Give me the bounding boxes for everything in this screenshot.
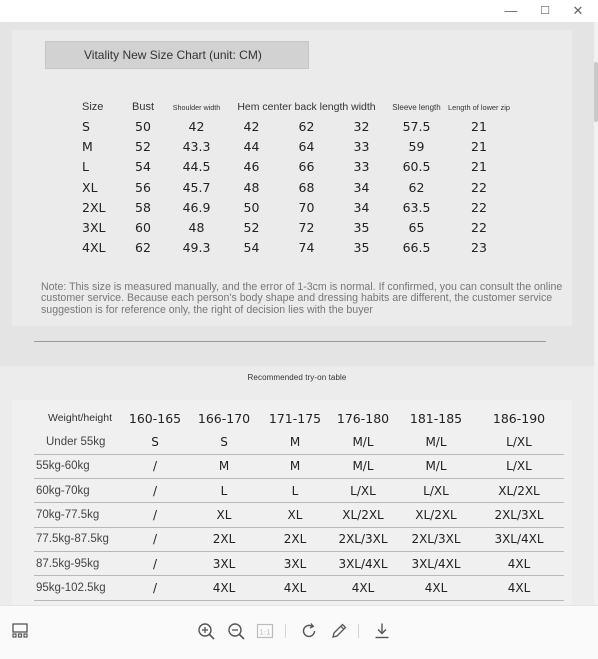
size-row bbox=[72, 238, 514, 258]
size-value: 34 bbox=[353, 179, 370, 195]
size-row bbox=[72, 116, 514, 136]
recommended-size: L bbox=[186, 479, 262, 503]
try-on-row bbox=[34, 503, 564, 527]
size-value: 46 bbox=[243, 159, 260, 175]
size-value: 66 bbox=[298, 159, 315, 175]
recommended-size: M/L bbox=[328, 430, 398, 454]
recommended-size: / bbox=[124, 454, 186, 478]
maximize-button[interactable]: ☐ bbox=[540, 5, 550, 17]
size-value: 58 bbox=[135, 199, 151, 215]
size-label: 3XL bbox=[82, 220, 106, 236]
size-row bbox=[72, 197, 514, 217]
size-value: 50 bbox=[243, 199, 260, 215]
recommended-size: 3XL/4XL bbox=[398, 551, 474, 575]
size-chart-header-row bbox=[72, 98, 514, 116]
size-value: 62 bbox=[298, 118, 315, 134]
scrollbar-thumb[interactable] bbox=[594, 62, 598, 122]
recommended-size: XL/2XL bbox=[398, 503, 474, 527]
size-row bbox=[72, 157, 514, 177]
size-value: 52 bbox=[135, 138, 151, 154]
size-value: 50 bbox=[135, 118, 151, 134]
recommended-size: M bbox=[262, 430, 328, 454]
section-divider bbox=[34, 341, 546, 342]
size-value: 32 bbox=[353, 118, 370, 134]
rotate-icon[interactable] bbox=[298, 620, 320, 642]
size-label: 2XL bbox=[82, 199, 106, 215]
measurement-note: Note: This size is measured manually, and the error of 1-3cm is normal. If confirmed, you can consult the online customer service. Because each person's body shape and dressing habits are different, the customer service suggestion is for reference only, the right of decision lies with the buyer bbox=[41, 281, 563, 316]
weight-range: 70kg-77.5kg bbox=[34, 503, 124, 527]
size-label: M bbox=[82, 138, 93, 154]
recommended-size: XL bbox=[186, 503, 262, 527]
size-value: 70 bbox=[298, 199, 315, 215]
recommended-size: 3XL bbox=[186, 551, 262, 575]
recommended-size: 2XL/3XL bbox=[474, 503, 564, 527]
size-label: XL bbox=[82, 179, 98, 195]
header-sleeve-length: Sleeve length bbox=[392, 102, 441, 112]
size-value: 54 bbox=[135, 159, 151, 175]
size-value: 54 bbox=[243, 240, 260, 256]
header-lower-zip-length: Length of lower zip bbox=[447, 102, 511, 112]
weight-range: 60kg-70kg bbox=[34, 479, 124, 503]
header-hem-center-back-length-width: Hem center back length width bbox=[237, 101, 376, 113]
size-value: 65 bbox=[408, 220, 425, 236]
size-value: 35 bbox=[353, 240, 370, 256]
actual-size-icon[interactable] bbox=[254, 620, 276, 642]
title-bar bbox=[0, 0, 598, 22]
header-height-176-180: 176-180 bbox=[336, 410, 390, 426]
size-value: 35 bbox=[353, 220, 370, 236]
size-value: 46.9 bbox=[182, 199, 211, 215]
viewer-toolbar bbox=[0, 605, 598, 659]
toolbar-separator bbox=[358, 624, 359, 638]
try-on-table bbox=[34, 406, 564, 601]
size-value: 21 bbox=[471, 118, 487, 134]
size-value: 48 bbox=[188, 220, 205, 236]
size-value: 60.5 bbox=[402, 159, 431, 175]
size-row bbox=[72, 217, 514, 237]
weight-range: Under 55kg bbox=[34, 430, 124, 454]
size-value: 63.5 bbox=[402, 199, 431, 215]
size-value: 33 bbox=[353, 159, 370, 175]
header-height-171-175: 171-175 bbox=[268, 410, 322, 426]
size-value: 74 bbox=[298, 240, 315, 256]
size-value: 43.3 bbox=[182, 138, 211, 154]
header-height-181-185: 181-185 bbox=[409, 410, 463, 426]
size-value: 59 bbox=[408, 138, 425, 154]
try-on-row bbox=[34, 430, 564, 454]
recommended-size: M/L bbox=[398, 454, 474, 478]
recommended-size: / bbox=[124, 479, 186, 503]
close-button[interactable]: ✕ bbox=[572, 3, 584, 18]
size-value: 42 bbox=[243, 118, 260, 134]
size-value: 56 bbox=[135, 179, 151, 195]
size-value: 33 bbox=[353, 138, 370, 154]
header-weight-height: Weight/height bbox=[48, 412, 113, 424]
size-value: 44.5 bbox=[182, 159, 211, 175]
recommended-size: M bbox=[262, 454, 328, 478]
size-value: 52 bbox=[243, 220, 260, 236]
recommended-size: 4XL bbox=[328, 576, 398, 600]
recommended-size: L/XL bbox=[474, 430, 564, 454]
recommended-size: 2XL/3XL bbox=[398, 527, 474, 551]
size-chart-table bbox=[72, 98, 514, 258]
actual-size-label: 1:1 bbox=[259, 628, 271, 637]
try-on-title: Recommended try-on table bbox=[247, 373, 347, 382]
size-value: 22 bbox=[471, 199, 487, 215]
size-value: 72 bbox=[298, 220, 315, 236]
recommended-size: XL bbox=[262, 503, 328, 527]
header-height-186-190: 186-190 bbox=[492, 410, 546, 426]
minimize-button[interactable]: — bbox=[504, 3, 518, 18]
size-row bbox=[72, 136, 514, 156]
recommended-size: XL/2XL bbox=[328, 503, 398, 527]
recommended-size: M bbox=[186, 454, 262, 478]
recommended-size: L/XL bbox=[474, 454, 564, 478]
size-value: 44 bbox=[243, 138, 260, 154]
recommended-size: M/L bbox=[398, 430, 474, 454]
size-value: 22 bbox=[471, 179, 487, 195]
recommended-size: 4XL bbox=[474, 551, 564, 575]
weight-range: 77.5kg-87.5kg bbox=[34, 527, 124, 551]
vertical-scrollbar[interactable] bbox=[594, 22, 598, 605]
recommended-size: 2XL bbox=[186, 527, 262, 551]
recommended-size: 4XL bbox=[398, 576, 474, 600]
size-value: 57.5 bbox=[402, 118, 431, 134]
size-value: 64 bbox=[298, 138, 315, 154]
header-size: Size bbox=[82, 101, 104, 113]
recommended-size: 3XL/4XL bbox=[474, 527, 564, 551]
recommended-size: L/XL bbox=[398, 479, 474, 503]
recommended-size: 4XL bbox=[186, 576, 262, 600]
size-label: S bbox=[82, 118, 90, 134]
size-value: 48 bbox=[243, 179, 260, 195]
size-value: 21 bbox=[471, 159, 487, 175]
header-height-166-170: 166-170 bbox=[197, 410, 251, 426]
weight-range: 55kg-60kg bbox=[34, 454, 124, 478]
recommended-size: 4XL bbox=[262, 576, 328, 600]
size-value: 49.3 bbox=[182, 240, 211, 256]
size-value: 66.5 bbox=[402, 240, 431, 256]
image-canvas bbox=[0, 22, 594, 605]
weight-range: 95kg-102.5kg bbox=[34, 576, 124, 600]
recommended-size: S bbox=[124, 430, 186, 454]
size-row bbox=[72, 177, 514, 197]
size-value: 42 bbox=[188, 118, 205, 134]
size-label: 4XL bbox=[82, 240, 106, 256]
try-on-row bbox=[34, 527, 564, 551]
size-value: 62 bbox=[135, 240, 151, 256]
recommended-size: / bbox=[124, 527, 186, 551]
recommended-size: S bbox=[186, 430, 262, 454]
thumbnail-view-icon[interactable] bbox=[9, 620, 31, 642]
size-value: 60 bbox=[135, 220, 151, 236]
size-value: 68 bbox=[298, 179, 315, 195]
try-on-row bbox=[34, 551, 564, 575]
recommended-size: 2XL/3XL bbox=[328, 527, 398, 551]
recommended-size: / bbox=[124, 576, 186, 600]
recommended-size: L bbox=[262, 479, 328, 503]
size-value: 34 bbox=[353, 199, 370, 215]
size-value: 23 bbox=[471, 240, 487, 256]
recommended-size: 2XL bbox=[262, 527, 328, 551]
size-chart-section bbox=[0, 22, 594, 366]
download-icon[interactable] bbox=[371, 620, 393, 642]
try-on-header-row bbox=[34, 406, 564, 430]
try-on-section bbox=[0, 366, 594, 605]
try-on-row bbox=[34, 576, 564, 600]
size-value: 22 bbox=[471, 220, 487, 236]
zoom-out-icon[interactable] bbox=[225, 620, 247, 642]
recommended-size: 4XL bbox=[474, 576, 564, 600]
try-on-row bbox=[34, 479, 564, 503]
size-value: 62 bbox=[408, 179, 425, 195]
zoom-in-icon[interactable] bbox=[195, 620, 217, 642]
recommended-size: XL/2XL bbox=[474, 479, 564, 503]
recommended-size: / bbox=[124, 503, 186, 527]
recommended-size: / bbox=[124, 551, 186, 575]
weight-range: 87.5kg-95kg bbox=[34, 551, 124, 575]
size-chart-title: Vitality New Size Chart (unit: CM) bbox=[45, 41, 309, 69]
size-value: 45.7 bbox=[182, 179, 211, 195]
recommended-size: M/L bbox=[328, 454, 398, 478]
try-on-row bbox=[34, 454, 564, 478]
size-label: L bbox=[82, 159, 89, 175]
header-height-160-165: 160-165 bbox=[128, 410, 182, 426]
recommended-size: 3XL bbox=[262, 551, 328, 575]
header-shoulder-width: Shoulder width bbox=[172, 102, 221, 112]
edit-icon[interactable] bbox=[328, 620, 350, 642]
header-bust: Bust bbox=[131, 101, 154, 113]
recommended-size: L/XL bbox=[328, 479, 398, 503]
recommended-size: 3XL/4XL bbox=[328, 551, 398, 575]
size-value: 21 bbox=[471, 138, 487, 154]
toolbar-separator bbox=[285, 624, 286, 638]
